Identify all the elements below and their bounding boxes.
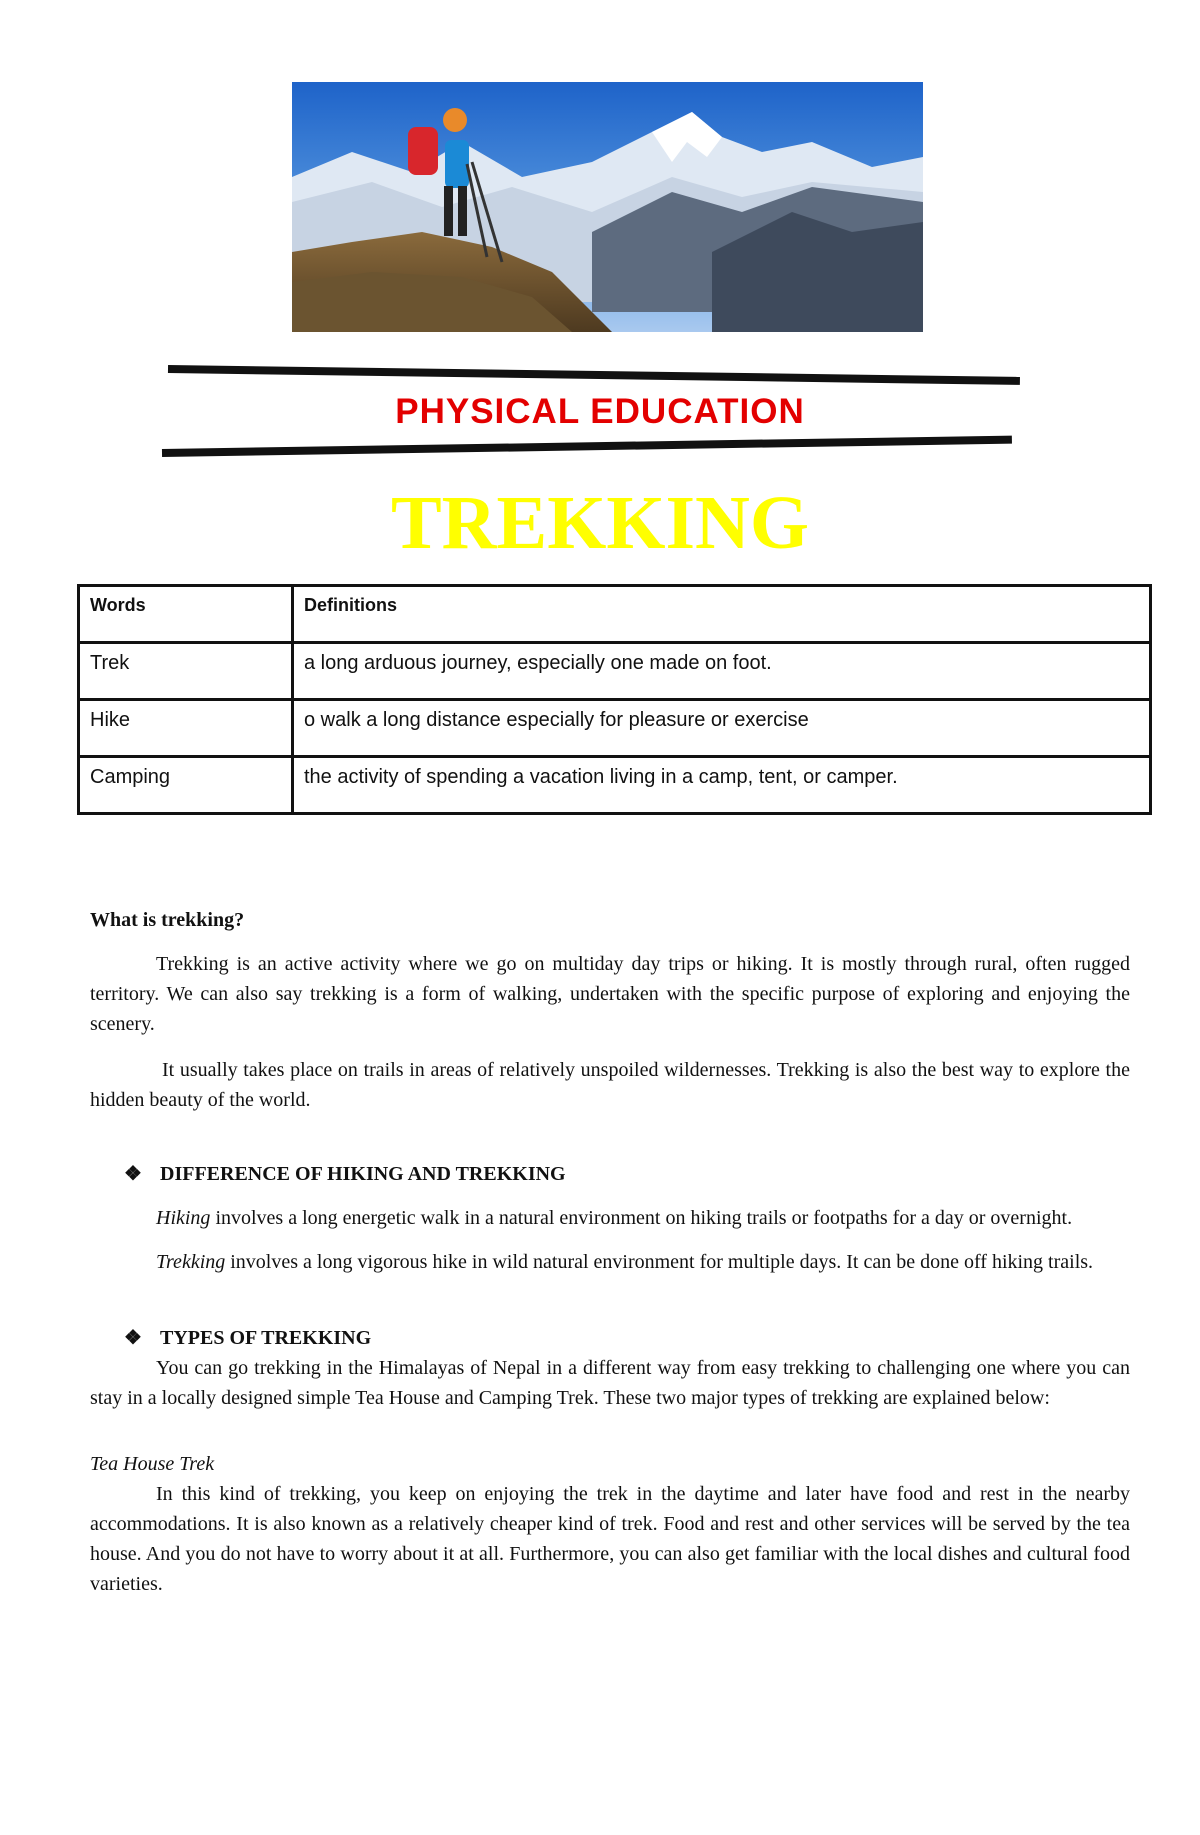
hero-image-trekker-mountains: [292, 82, 923, 332]
hiking-term: Hiking: [156, 1207, 211, 1229]
what-is-heading: What is trekking?: [90, 909, 245, 931]
types-heading: [124, 1323, 1130, 1353]
hiking-text: involves a long energetic walk in a natural environment on hiking trails or footpaths for a day or overnight.: [210, 1207, 1073, 1229]
difference-heading: [124, 1159, 1130, 1189]
table-row: [79, 757, 1151, 814]
body-content: [90, 905, 1130, 1599]
table-header-row: [79, 586, 1151, 643]
tea-house-heading: Tea House Trek: [90, 1453, 215, 1475]
what-is-paragraph-2: It usually takes place on trails in areas of relatively unspoiled wildernesses. Trekking is also the best way to explore the hidden beauty of the world.: [90, 1059, 1130, 1111]
table-cell-definition: o walk a long distance especially for pleasure or exercise: [293, 700, 1151, 757]
table-cell-definition: a long arduous journey, especially one made on foot.: [293, 643, 1151, 700]
table-cell-word: Hike: [79, 700, 293, 757]
trekking-paragraph: [90, 1247, 1130, 1277]
column-header-words: Words: [79, 586, 293, 643]
definitions-table: [77, 584, 1152, 815]
subject-heading: PHYSICAL EDUCATION: [395, 392, 805, 431]
tea-house-paragraph: In this kind of trekking, you keep on enjoying the trek in the daytime and later have food and rest in the nearby accommodations. It is also known as a relatively cheaper kind of trek. Food and rest and other services will be served by the tea house. And you do not have to worry about it at all. Furthermore, you can also get familiar with the local dishes and cultural food varieties.: [90, 1483, 1130, 1595]
table-cell-word: Camping: [79, 757, 293, 814]
trekking-text: involves a long vigorous hike in wild natural environment for multiple days. It can be done off hiking trails.: [225, 1251, 1094, 1273]
table-cell-definition: the activity of spending a vacation living in a camp, tent, or camper.: [293, 757, 1151, 814]
diamond-bullet-icon: ❖: [124, 1327, 142, 1349]
trekking-term: Trekking: [156, 1251, 226, 1273]
types-intro-paragraph: You can go trekking in the Himalayas of Nepal in a different way from easy trekking to challenging one where you can stay in a locally designed simple Tea House and Camping Trek. These two major types of trekking are explained below:: [90, 1357, 1130, 1409]
difference-heading-text: DIFFERENCE OF HIKING AND TREKKING: [160, 1163, 566, 1185]
diamond-bullet-icon: ❖: [124, 1163, 142, 1185]
hiking-paragraph: [90, 1203, 1130, 1233]
header-rule-bottom: [162, 436, 1012, 457]
what-is-paragraph-1: Trekking is an active activity where we go on multiday day trips or hiking. It is mostly through rural, often rugged territory. We can also say trekking is a form of walking, undertaken with the specific purpose of exploring and enjoying the scenery.: [90, 953, 1130, 1035]
header-rule-top: [168, 365, 1020, 385]
table-row: [79, 700, 1151, 757]
page-title: TREKKING: [390, 481, 810, 565]
table-cell-word: Trek: [79, 643, 293, 700]
table-row: [79, 643, 1151, 700]
types-heading-text: TYPES OF TREKKING: [160, 1327, 372, 1349]
column-header-definitions: Definitions: [293, 586, 1151, 643]
